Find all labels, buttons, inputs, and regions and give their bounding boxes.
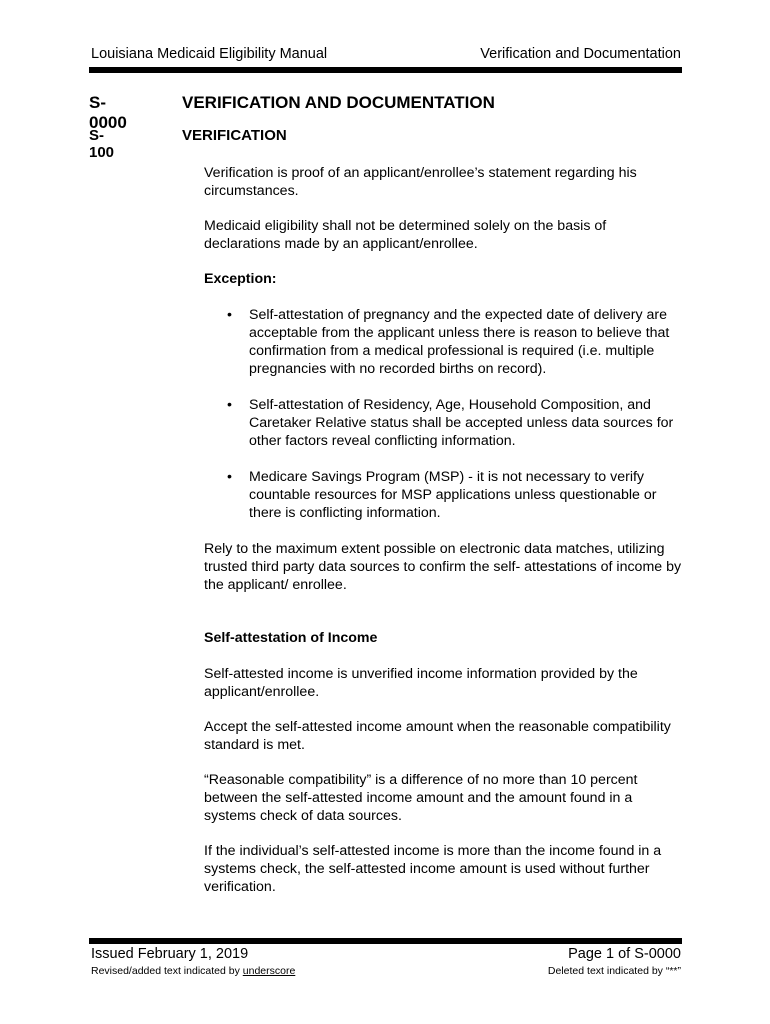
deleted-note: Deleted text indicated by “**” [547,965,681,977]
list-item [204,306,684,378]
bullet-icon: • [227,307,232,323]
list-item-text: Medicare Savings Program (MSP) - it is not necessary to verify countable resources for MSP applications unless questionable or there is conflicting information. [249,469,657,521]
paragraph-declarations: Medicaid eligibility shall not be determined solely on the basis of declarations made by an applicant/enrollee. [204,218,607,252]
section-title: VERIFICATION AND DOCUMENTATION [182,93,495,112]
section-code: S-0000 [89,93,127,132]
page-number: Page 1 of S-0000 [568,946,681,962]
revised-note-prefix: Revised/added text indicated by [91,965,243,977]
exception-list [204,306,684,522]
revised-note [91,965,295,977]
subheading-self-attestation: Self-attestation of Income [204,630,378,646]
paragraph-accept-amount: Accept the self-attested income amount when the reasonable compatibility standard is met. [204,719,671,753]
header-rule [89,67,682,73]
list-item [204,468,684,522]
page-header [91,46,681,66]
paragraph-electronic-data: Rely to the maximum extent possible on electronic data matches, utilizing trusted third party data sources to confirm the self- attestations of income by the applicant/ enrollee. [204,541,682,593]
paragraph-verification-definition: Verification is proof of an applicant/enrollee’s statement regarding his circumstances. [204,165,637,199]
paragraph-reasonable-compatibility: “Reasonable compatibility” is a difference of no more than 10 percent between the self-attested income amount and the amount found in a systems check of data sources. [204,772,638,824]
list-item-text: Self-attestation of Residency, Age, Household Composition, and Caretaker Relative status shall be accepted unless data sources for other factors reveal conflicting information. [249,397,674,449]
header-manual-title: Louisiana Medicaid Eligibility Manual [91,46,328,62]
body-text [204,164,684,913]
issued-date: Issued February 1, 2019 [91,946,249,962]
footer-rule [89,938,682,944]
subsection-title: VERIFICATION [182,127,287,144]
bullet-icon: • [227,469,232,485]
list-item [204,396,684,450]
subsection-code: S-100 [89,127,115,161]
header-section-title: Verification and Documentation [480,46,681,62]
paragraph-self-attested-definition: Self-attested income is unverified income information provided by the applicant/enrollee. [204,666,638,700]
paragraph-higher-income: If the individual’s self-attested income is more than the income found in a systems check, the self-attested income amount is used without further verification. [204,843,662,895]
revised-note-underscore: underscore [242,965,296,977]
exception-label: Exception: [204,271,277,287]
page-footer [91,946,681,986]
list-item-text: Self-attestation of pregnancy and the expected date of delivery are acceptable from the applicant unless there is reason to believe that confirmation from a medical professional is required (i.e. multiple pregnancies with no recorded births on record). [249,307,670,377]
bullet-icon: • [227,397,232,413]
